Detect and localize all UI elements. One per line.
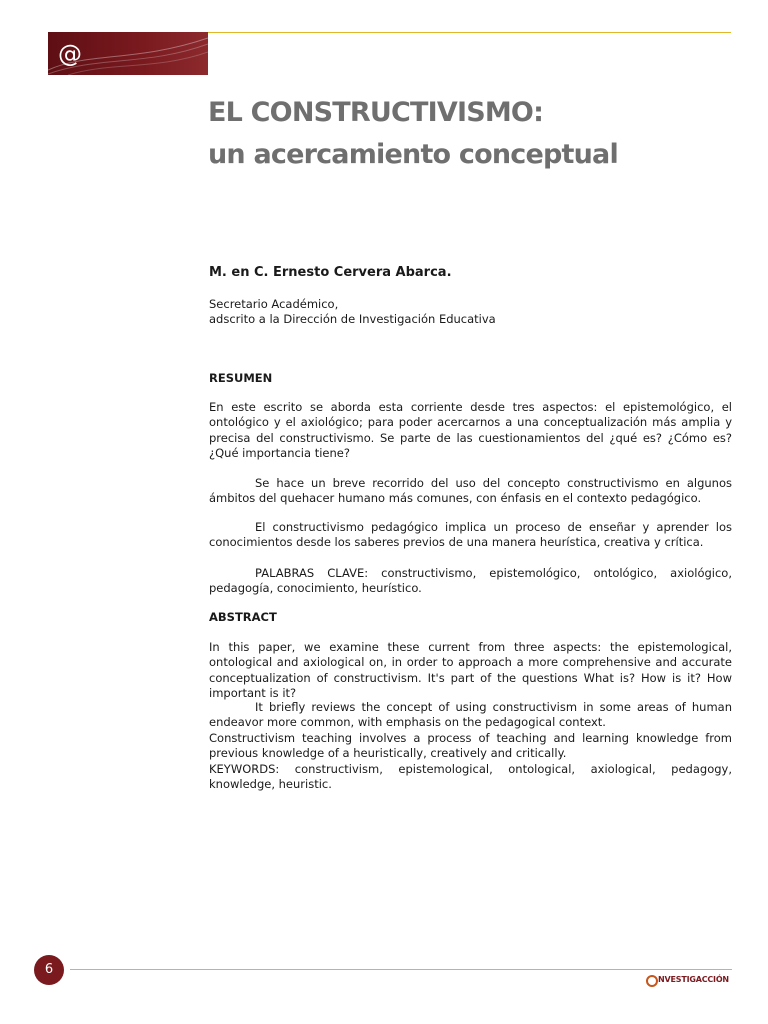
abstract-heading: ABSTRACT [209, 610, 277, 624]
author-name: M. en C. Ernesto Cervera Abarca. [209, 265, 452, 280]
abstract-paragraph-1: In this paper, we examine these current from three aspects: the epistemological, ontological and axiological on, in order to approach a more comprehensive and accurate conceptualization of constructivism. It's part of the questions What is? How is it? How important is it? [209, 640, 732, 700]
top-rule [208, 32, 731, 33]
at-icon: @ [58, 40, 82, 68]
page-number: 6 [34, 955, 64, 985]
abstract-paragraph-3: Constructivism teaching involves a process of teaching and learning knowledge from previous knowledge of a heuristically, creatively and critically. [209, 731, 732, 761]
resumen-paragraph-1: En este escrito se aborda esta corriente desde tres aspectos: el epistemológico, el ontológico y el axiológico; para poder acercarnos a una conceptualización más amplia y precisa del constructivismo. Se parte de las cuestionamientos del ¿qué es? ¿Cómo es? ¿Qué importancia tiene? [209, 400, 732, 460]
affiliation [209, 297, 496, 327]
title-line-2: un acercamiento conceptual [208, 139, 618, 170]
affiliation-line-2: adscrito a la Dirección de Investigación Educativa [209, 312, 496, 326]
resumen-paragraph-3: El constructivismo pedagógico implica un proceso de enseñar y aprender los conocimientos desde los saberes previos de una manera heurística, creativa y crítica. [209, 520, 732, 550]
header-banner [48, 32, 208, 75]
resumen-keywords: PALABRAS CLAVE: constructivismo, epistemológico, ontológico, axiológico, pedagogía, conocimiento, heurístico. [209, 566, 732, 596]
abstract-keywords: KEYWORDS: constructivism, epistemological, ontological, axiological, pedagogy, knowledge, heuristic. [209, 762, 732, 792]
title-line-1: EL CONSTRUCTIVISMO: [208, 97, 544, 128]
publication-logo [646, 974, 736, 990]
resumen-heading: RESUMEN [209, 371, 273, 385]
page-title [208, 92, 728, 176]
affiliation-line-1: Secretario Académico, [209, 297, 339, 311]
abstract-paragraph-2: It briefly reviews the concept of using constructivism in some areas of human endeavor more common, with emphasis on the pedagogical context. [209, 700, 732, 730]
bottom-rule [70, 969, 732, 970]
logo-ring-icon [646, 975, 658, 987]
resumen-paragraph-2: Se hace un breve recorrido del uso del concepto constructivismo en algunos ámbitos del quehacer humano más comunes, con énfasis en el contexto pedagógico. [209, 476, 732, 506]
logo-text: NVESTIGACCIÓN [658, 975, 729, 984]
